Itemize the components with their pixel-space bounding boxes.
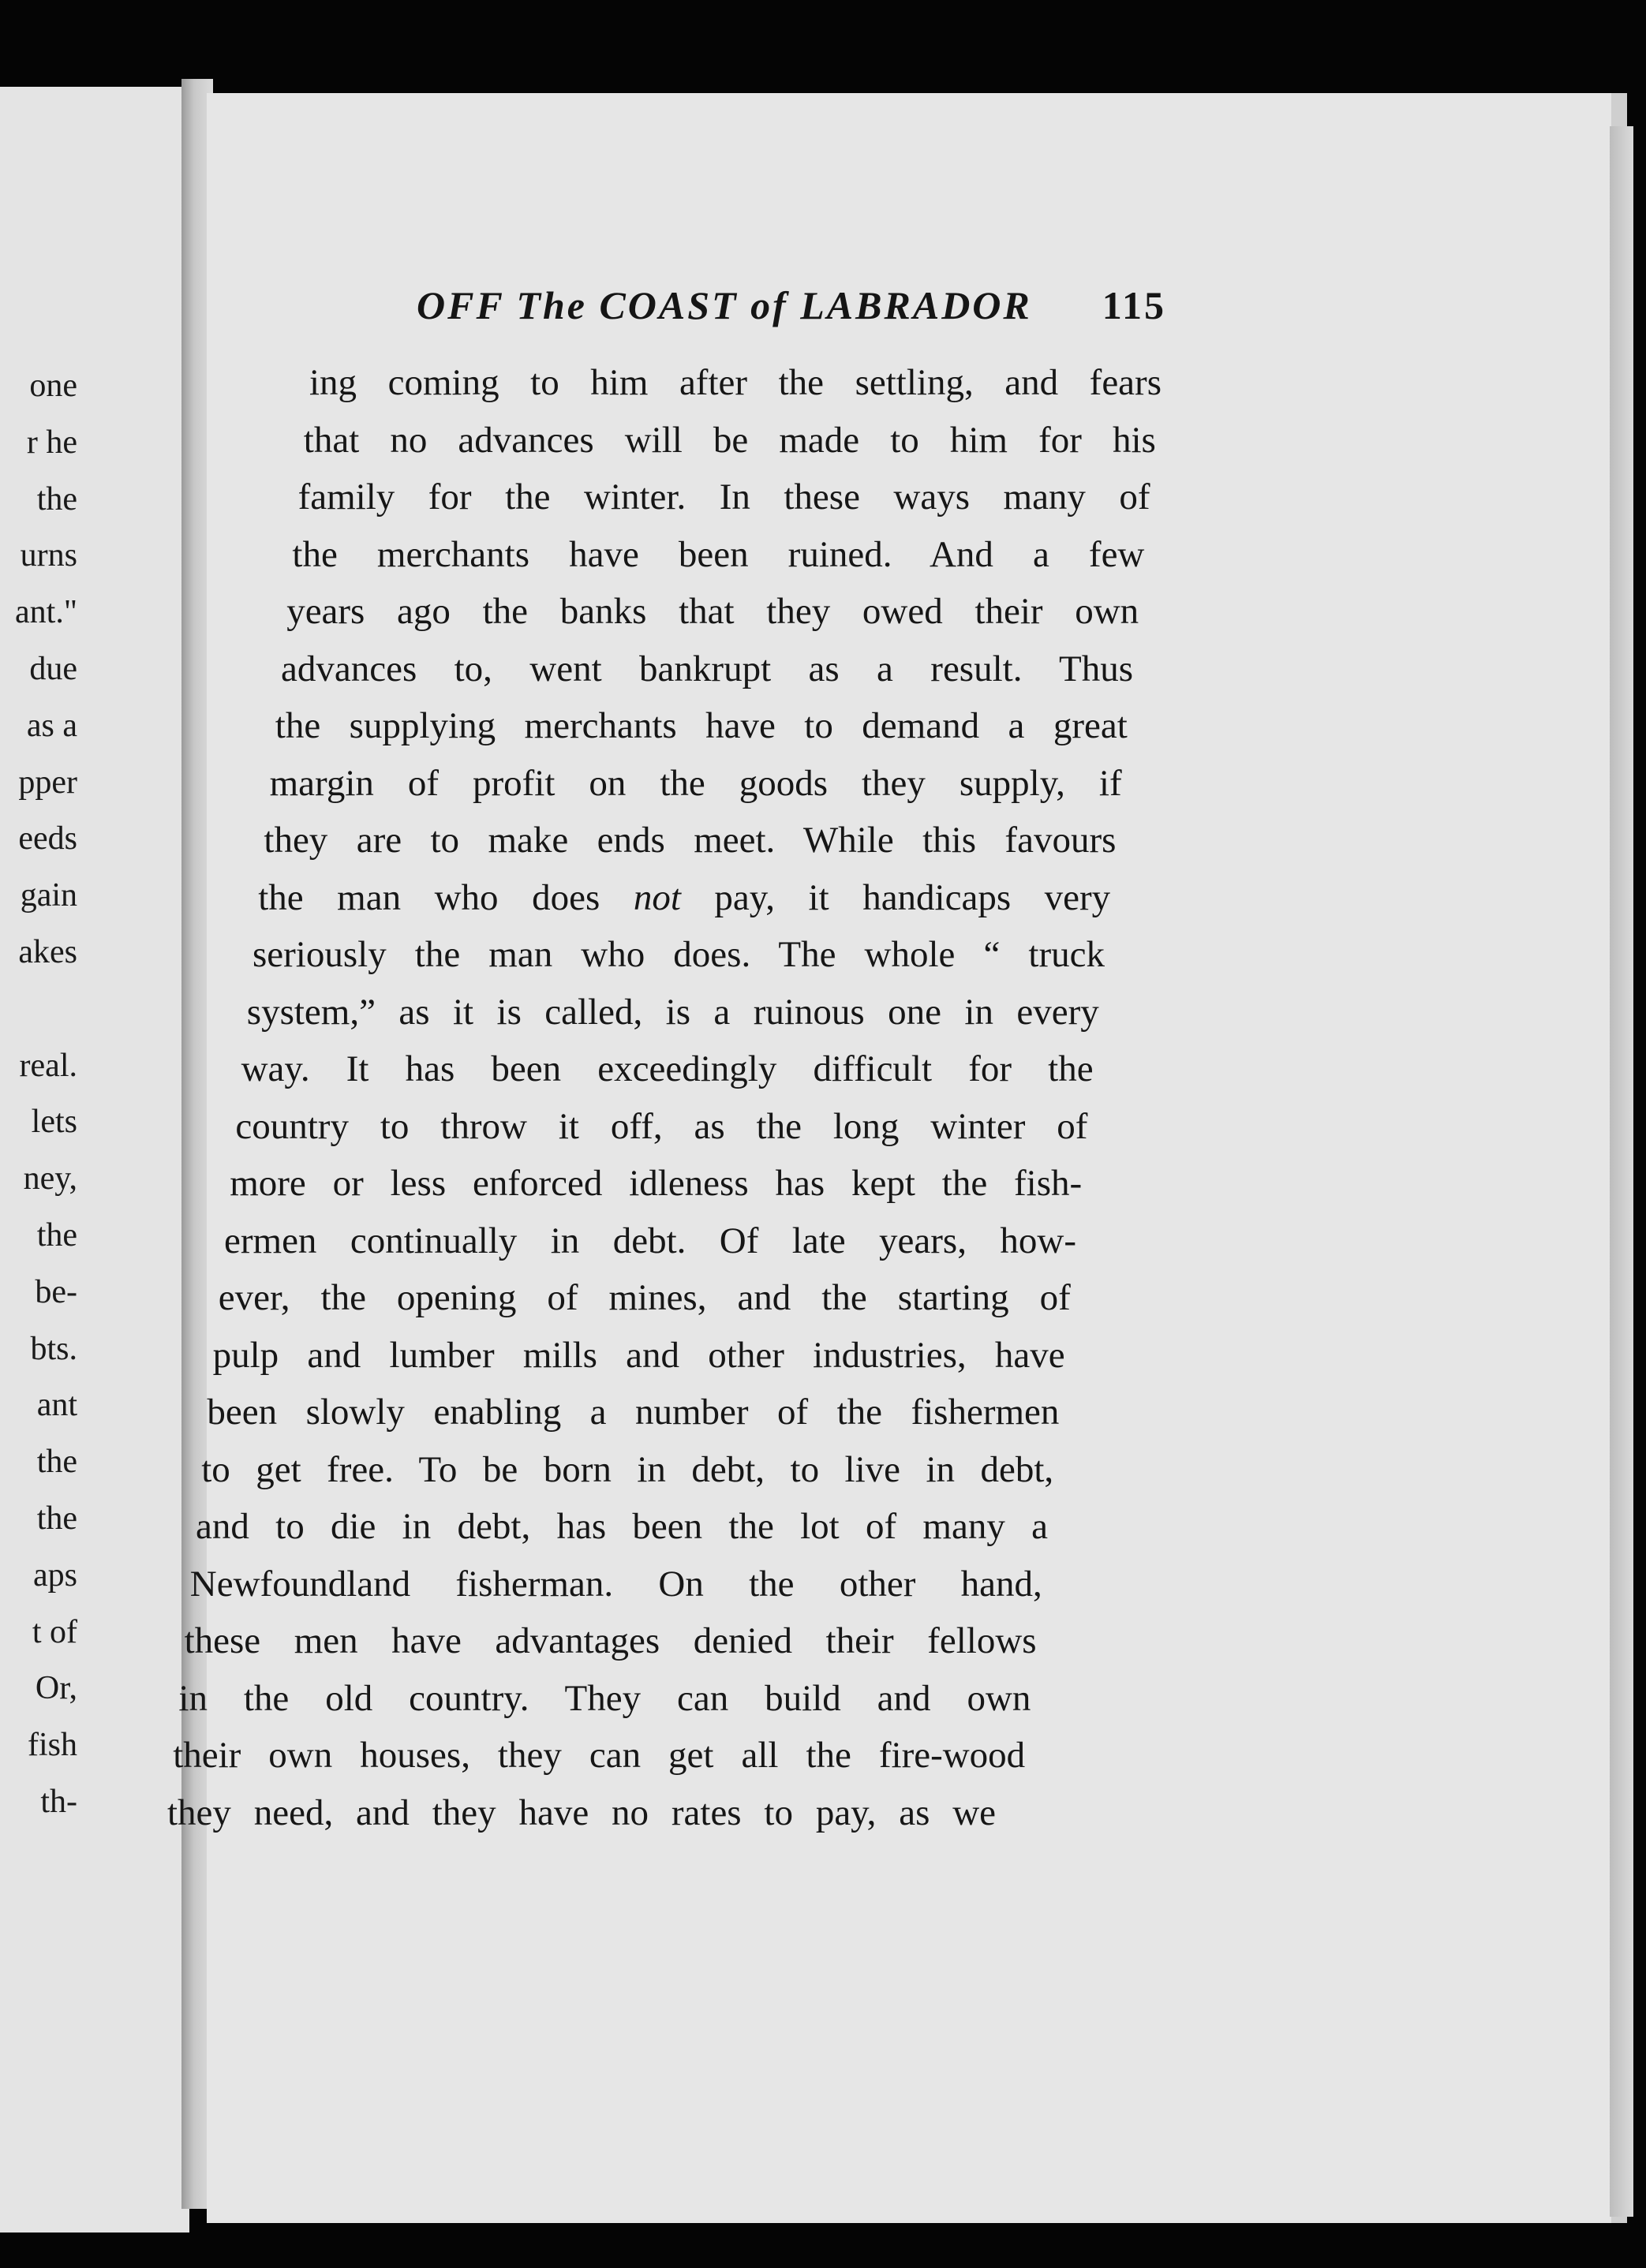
left-page-line: urns bbox=[20, 537, 77, 574]
left-page-line: ney, bbox=[23, 1160, 77, 1198]
body-line: family for the winter. In these ways many of bbox=[297, 476, 1150, 517]
left-page-line: th- bbox=[40, 1784, 77, 1820]
body-line: pulp and lumber mills and other industries, have bbox=[212, 1334, 1065, 1376]
left-page-line: pper bbox=[18, 764, 77, 801]
body-line: the supplying merchants have to demand a great bbox=[275, 705, 1128, 746]
body-line: ing coming to him after the settling, and fears bbox=[309, 362, 1162, 403]
body-line: their own houses, they can get all the fire-wood bbox=[173, 1735, 1026, 1776]
left-page-line: t of bbox=[32, 1613, 77, 1650]
page-number: 115 bbox=[1102, 283, 1166, 327]
body-line: and to die in debt, has been the lot of many a bbox=[196, 1506, 1048, 1547]
left-page-line: due bbox=[29, 651, 77, 687]
body-line: seriously the man who does. The whole “ truck bbox=[253, 934, 1105, 975]
body-line: advances to, went bankrupt as a result. Thus bbox=[281, 648, 1133, 689]
left-page bbox=[0, 87, 189, 2233]
left-page-line: the bbox=[36, 1444, 77, 1481]
body-line: been slowly enabling a number of the fishermen bbox=[207, 1392, 1060, 1433]
left-page-line: bts. bbox=[30, 1330, 77, 1367]
body-line: country to throw it off, as the long winter of bbox=[235, 1105, 1088, 1147]
body-line: that no advances will be made to him for his bbox=[303, 419, 1156, 461]
left-page-line: one bbox=[29, 368, 77, 404]
page-edge bbox=[1610, 126, 1633, 2217]
body-line: way. It has been exceedingly difficult for the bbox=[241, 1048, 1094, 1089]
left-page-line: ant." bbox=[15, 594, 77, 631]
body-line: margin of profit on the goods they supply, if bbox=[269, 762, 1122, 804]
left-page-line: ant bbox=[36, 1387, 77, 1424]
left-page-line: eeds bbox=[18, 820, 77, 858]
left-page-line: the bbox=[36, 1500, 77, 1537]
right-page bbox=[207, 93, 1627, 2223]
left-page-line: lets bbox=[31, 1104, 77, 1141]
running-head-title: OFF The COAST of LABRADOR bbox=[417, 283, 1032, 327]
body-line: these men have advantages denied their fellows bbox=[184, 1620, 1037, 1661]
left-page-line: r he bbox=[26, 424, 77, 461]
body-line: to get free. To be born in debt, to live in debt, bbox=[201, 1448, 1054, 1490]
left-page-line: aps bbox=[33, 1556, 77, 1594]
left-page-line: fish bbox=[28, 1727, 77, 1764]
left-page-line: be- bbox=[35, 1273, 77, 1310]
body-line: in the old country. They can build and own bbox=[178, 1677, 1031, 1719]
body-line: Newfoundland fisherman. On the other hand, bbox=[189, 1563, 1042, 1605]
left-page-line: gain bbox=[20, 877, 77, 914]
left-page-line: Or, bbox=[35, 1670, 77, 1707]
left-page-line: as a bbox=[26, 707, 77, 744]
body-line: more or less enforced idleness has kept the fish- bbox=[230, 1163, 1083, 1204]
body-line: system,” as it is called, is a ruinous one in every bbox=[246, 991, 1099, 1033]
left-page-line: the bbox=[36, 480, 77, 517]
body-line: the merchants have been ruined. And a few bbox=[292, 533, 1145, 575]
body-line: years ago the banks that they owed their own bbox=[286, 591, 1139, 632]
body-line: they need, and they have no rates to pay, as we bbox=[167, 1792, 996, 1833]
body-line: the man who does not pay, it handicaps very bbox=[258, 876, 1111, 918]
left-page-line: akes bbox=[18, 934, 77, 970]
body-line: ermen continually in debt. Of late years, how- bbox=[224, 1220, 1076, 1261]
body-line: they are to make ends meet. While this favours bbox=[264, 820, 1117, 861]
running-head bbox=[417, 282, 1166, 328]
left-page-line: the bbox=[36, 1217, 77, 1254]
left-page-line: real. bbox=[19, 1047, 77, 1084]
body-line: ever, the opening of mines, and the starting of bbox=[218, 1277, 1071, 1318]
